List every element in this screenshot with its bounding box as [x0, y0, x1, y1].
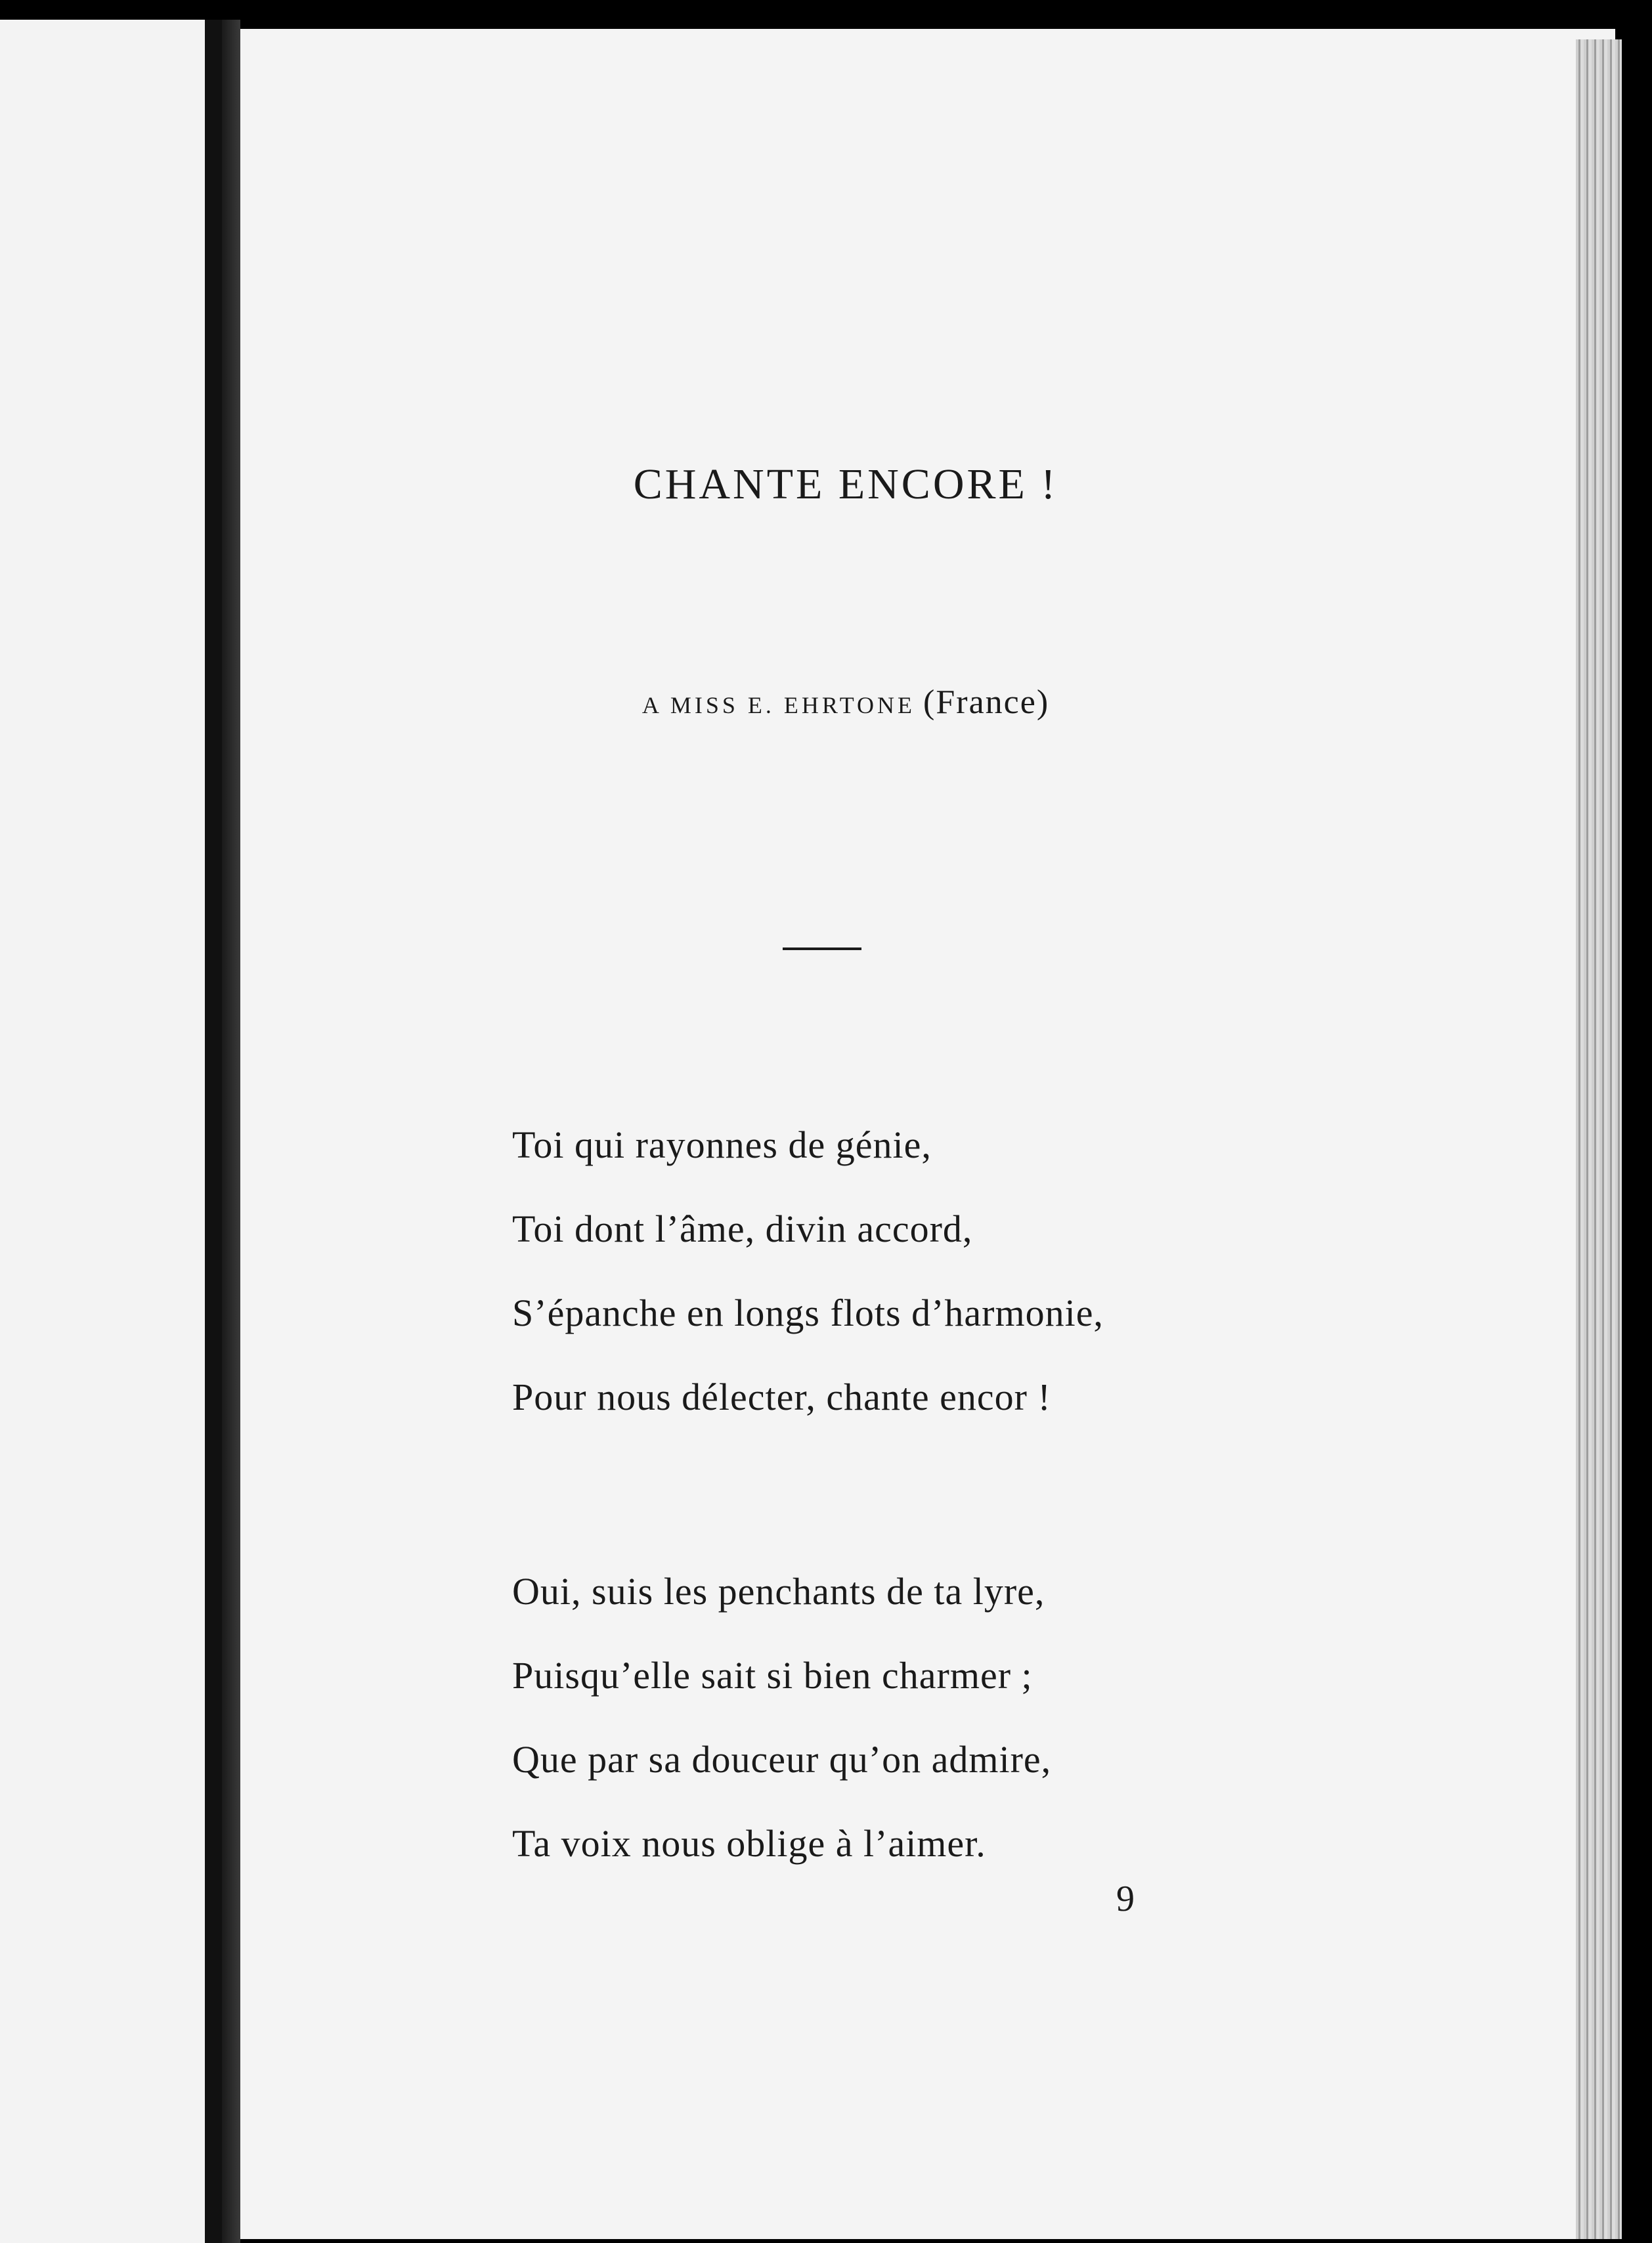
separator-rule: [783, 947, 861, 950]
verse-line: Toi dont l’âme, divin accord,: [512, 1208, 973, 1250]
dedication: [0, 683, 1652, 722]
verse-line: Ta voix nous oblige à l’aimer.: [512, 1822, 986, 1865]
dedication-country: (France): [923, 684, 1050, 721]
binding-shadow: [222, 20, 240, 2243]
previous-page-margin: [0, 20, 205, 2243]
scan-background: [1622, 0, 1652, 2243]
dedication-recipient: A MISS E. EHRTONE: [641, 692, 916, 718]
verse-line: Oui, suis les penchants de ta lyre,: [512, 1570, 1045, 1613]
poem-title: CHANTE ENCORE !: [633, 460, 1058, 508]
stanza: [512, 1550, 1366, 1886]
page-edges: [1576, 39, 1622, 2239]
verse-line: Puisqu’elle sait si bien charmer ;: [512, 1654, 1033, 1697]
verse-line: Que par sa douceur qu’on admire,: [512, 1738, 1052, 1781]
verse-line: Pour nous délecter, chante encor !: [512, 1376, 1051, 1418]
page-number: 9: [1116, 1879, 1135, 1919]
verse-line: S’épanche en longs flots d’harmonie,: [512, 1292, 1104, 1334]
stanza: [512, 1103, 1366, 1439]
verse-line: Toi qui rayonnes de génie,: [512, 1123, 932, 1166]
